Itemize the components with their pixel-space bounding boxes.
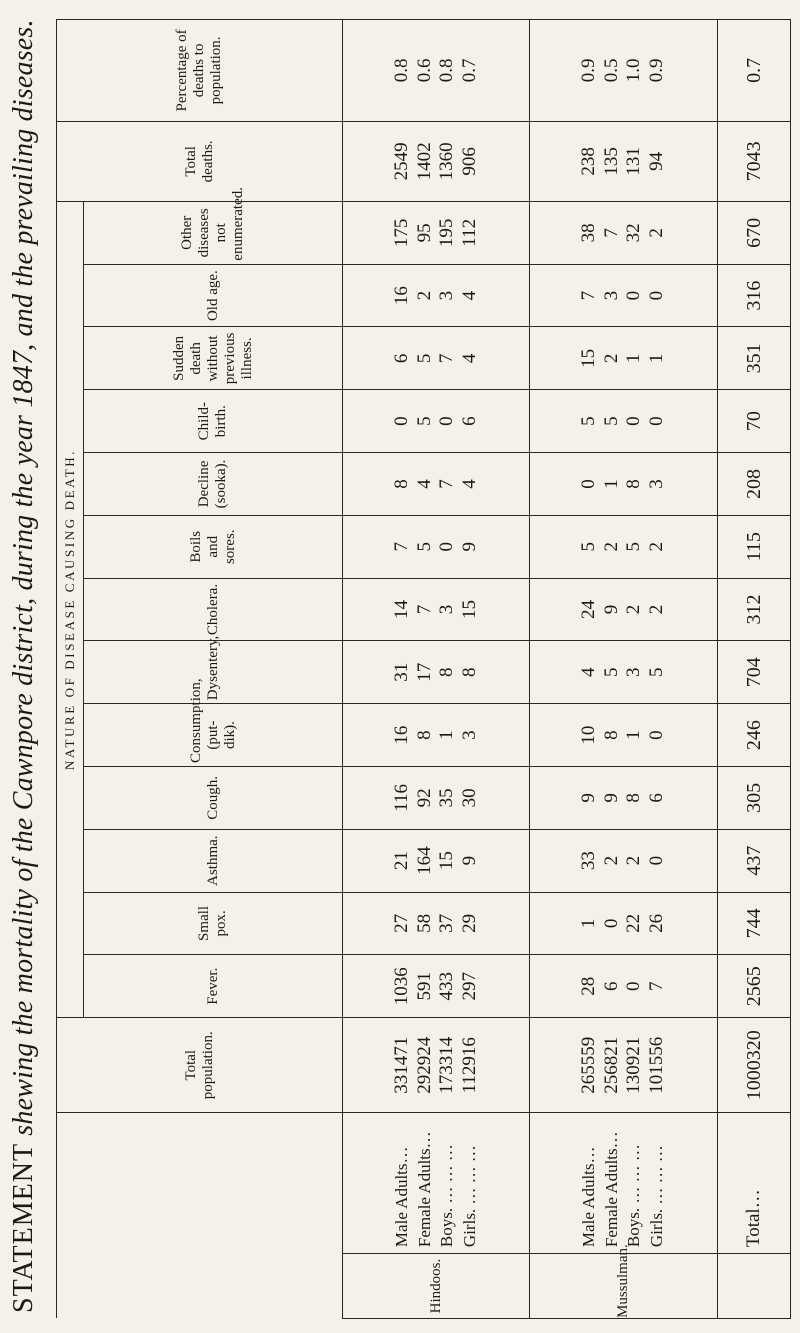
population-cell xyxy=(343,1018,530,1113)
disease-count-cell xyxy=(530,829,717,892)
row-label: Female Adults… xyxy=(601,1131,621,1248)
totals-death-count: 312 xyxy=(742,594,765,625)
death-count: 0 xyxy=(578,479,600,489)
death-count: 3 xyxy=(436,290,458,301)
totals-disease-cell xyxy=(717,390,790,453)
population-value: 101556 xyxy=(645,1036,667,1094)
death-count: 7 xyxy=(436,479,458,489)
disease-count-cell xyxy=(530,453,717,516)
death-count: 9 xyxy=(458,855,480,866)
totals-death-count: 246 xyxy=(742,720,765,751)
death-count: 1 xyxy=(623,730,645,740)
group-label: Mussulman. xyxy=(615,1244,632,1318)
total-deaths-value: 131 xyxy=(623,147,645,176)
totals-label: Total… xyxy=(742,1189,764,1248)
death-count: 9 xyxy=(600,604,622,615)
death-count: 28 xyxy=(578,976,600,996)
death-count: 7 xyxy=(600,228,622,238)
percentage-value: 1.0 xyxy=(623,58,645,83)
death-count: 5 xyxy=(645,667,667,678)
population-value: 265559 xyxy=(578,1036,600,1094)
death-count: 5 xyxy=(578,541,600,552)
death-count: 17 xyxy=(413,662,435,682)
header-cough: Cough. xyxy=(84,766,343,829)
death-count: 4 xyxy=(458,290,480,301)
disease-count-cell xyxy=(343,390,530,453)
row-label: Female Adults… xyxy=(414,1131,434,1248)
total-deaths-value: 2549 xyxy=(391,142,413,181)
population-value: 331471 xyxy=(391,1036,413,1094)
totals-death-count: 437 xyxy=(742,845,765,876)
header-total-population: Total population. xyxy=(57,1018,343,1113)
row-label: Boys. … … … xyxy=(624,1144,644,1248)
disease-count-cell xyxy=(343,766,530,829)
totals-disease-cell xyxy=(717,641,790,704)
death-count: 31 xyxy=(391,662,413,682)
death-count: 7 xyxy=(645,981,667,991)
header-percentage: Percentage of deaths to population. xyxy=(57,20,343,122)
disease-count-cell xyxy=(343,955,530,1018)
totals-death-count: 208 xyxy=(742,468,765,499)
totals-deaths-cell xyxy=(717,121,790,201)
header-other-diseases: Other diseases not enumerated. xyxy=(84,201,343,264)
disease-count-cell xyxy=(343,578,530,641)
totals-death-count: 670 xyxy=(742,217,765,248)
disease-count-cell xyxy=(530,264,717,327)
death-count: 8 xyxy=(436,667,458,678)
death-count: 29 xyxy=(458,913,480,933)
row-labels xyxy=(530,1113,717,1254)
death-count: 15 xyxy=(578,348,600,368)
death-count: 5 xyxy=(413,416,435,426)
header-nature-of-disease: NATURE OF DISEASE CAUSING DEATH. xyxy=(57,201,84,1017)
death-count: 30 xyxy=(458,788,480,808)
death-count: 3 xyxy=(645,479,667,489)
disease-count-cell xyxy=(530,955,717,1018)
totals-percentage-cell xyxy=(717,20,790,122)
percentage-cell xyxy=(343,20,530,122)
totals-death-count: 2565 xyxy=(742,966,765,1007)
total-deaths-cell xyxy=(530,121,717,201)
death-count: 2 xyxy=(600,353,622,364)
death-count: 1 xyxy=(600,479,622,489)
death-count: 5 xyxy=(578,416,600,426)
death-count: 2 xyxy=(600,541,622,552)
death-count: 112 xyxy=(458,218,480,247)
header-cholera: Cholera. xyxy=(84,578,343,641)
death-count: 33 xyxy=(578,851,600,871)
total-deaths-value: 94 xyxy=(645,151,667,171)
death-count: 5 xyxy=(413,541,435,552)
death-count: 95 xyxy=(413,223,435,243)
death-count: 433 xyxy=(436,971,458,1001)
death-count: 14 xyxy=(391,600,413,620)
totals-death-count: 316 xyxy=(742,280,765,311)
death-count: 1036 xyxy=(391,967,413,1006)
death-count: 1 xyxy=(578,918,600,929)
disease-count-cell xyxy=(343,892,530,955)
row-label: Girls. … … … xyxy=(646,1145,666,1248)
totals-disease-cell xyxy=(717,829,790,892)
row-label: Boys. … … … xyxy=(437,1144,457,1248)
header-small-pox: Small pox. xyxy=(84,892,343,955)
death-count: 8 xyxy=(458,667,480,678)
death-count: 7 xyxy=(578,290,600,301)
death-count: 38 xyxy=(578,223,600,243)
disease-count-cell xyxy=(343,264,530,327)
death-count: 0 xyxy=(600,918,622,929)
death-count: 0 xyxy=(623,416,645,426)
death-count: 0 xyxy=(645,855,667,866)
population-cell xyxy=(530,1018,717,1113)
death-count: 4 xyxy=(458,479,480,489)
death-count: 3 xyxy=(458,730,480,740)
header-sudden-death: Sudden death without previous illness. xyxy=(84,327,343,390)
totals-percentage: 0.7 xyxy=(742,57,765,83)
header-dysentery: Dysentery, xyxy=(84,641,343,704)
title-text: shewing the mortality of the Cawnpore district, during the year 1847, and the prevailing diseases. xyxy=(8,19,39,1136)
death-count: 3 xyxy=(623,667,645,678)
death-count: 35 xyxy=(436,788,458,808)
death-count: 10 xyxy=(578,725,600,745)
disease-count-cell xyxy=(343,453,530,516)
population-value: 130921 xyxy=(623,1036,645,1094)
disease-count-cell xyxy=(530,201,717,264)
death-count: 0 xyxy=(436,541,458,552)
totals-population-cell xyxy=(717,1018,790,1113)
death-count: 32 xyxy=(623,223,645,243)
death-count: 0 xyxy=(645,416,667,426)
death-count: 22 xyxy=(623,913,645,933)
death-count: 116 xyxy=(391,783,413,812)
totals-disease-cell xyxy=(717,892,790,955)
death-count: 8 xyxy=(413,730,435,740)
death-count: 2 xyxy=(623,604,645,615)
total-deaths-value: 135 xyxy=(600,147,622,176)
totals-label-cell xyxy=(717,1113,790,1254)
group-name xyxy=(530,1244,717,1319)
total-deaths-cell xyxy=(343,121,530,201)
table-row xyxy=(343,20,530,1319)
death-count: 6 xyxy=(458,416,480,426)
death-count: 37 xyxy=(436,913,458,933)
total-deaths-value: 1402 xyxy=(413,142,435,181)
totals-blank xyxy=(717,1254,790,1319)
totals-disease-cell xyxy=(717,766,790,829)
totals-disease-cell xyxy=(717,515,790,578)
population-value: 112916 xyxy=(458,1037,480,1094)
death-count: 15 xyxy=(458,600,480,620)
death-count: 2 xyxy=(413,290,435,301)
death-count: 1 xyxy=(623,353,645,364)
death-count: 8 xyxy=(623,793,645,803)
death-count: 4 xyxy=(458,353,480,364)
total-deaths-value: 906 xyxy=(458,147,480,176)
totals-total-deaths: 7043 xyxy=(742,141,765,182)
death-count: 6 xyxy=(391,353,413,364)
disease-count-cell xyxy=(530,704,717,767)
death-count: 1 xyxy=(645,353,667,364)
disease-count-cell xyxy=(343,704,530,767)
death-count: 5 xyxy=(623,541,645,552)
death-count: 58 xyxy=(413,913,435,933)
totals-death-count: 351 xyxy=(742,343,765,374)
death-count: 175 xyxy=(391,218,413,248)
totals-disease-cell xyxy=(717,578,790,641)
death-count: 15 xyxy=(436,851,458,871)
death-count: 195 xyxy=(436,218,458,248)
header-total-deaths: Total deaths. xyxy=(57,121,343,201)
death-count: 2 xyxy=(645,541,667,552)
header-child-birth: Child-birth. xyxy=(84,390,343,453)
header-fever: Fever. xyxy=(84,955,343,1018)
totals-population: 1000320 xyxy=(742,1030,765,1101)
death-count: 2 xyxy=(623,855,645,866)
death-count: 16 xyxy=(391,286,413,306)
death-count: 0 xyxy=(645,290,667,301)
death-count: 24 xyxy=(578,600,600,620)
totals-death-count: 744 xyxy=(742,908,765,939)
row-label: Male Adults… xyxy=(579,1146,599,1248)
death-count: 27 xyxy=(391,913,413,933)
statement-title xyxy=(8,13,40,1313)
percentage-cell xyxy=(530,20,717,122)
death-count: 0 xyxy=(391,416,413,426)
death-count: 4 xyxy=(578,667,600,678)
death-count: 2 xyxy=(645,228,667,238)
death-count: 3 xyxy=(600,290,622,301)
mortality-table xyxy=(56,19,791,1319)
totals-death-count: 115 xyxy=(742,532,765,562)
totals-death-count: 704 xyxy=(742,657,765,688)
death-count: 0 xyxy=(623,290,645,301)
table-body xyxy=(343,20,791,1319)
title-prefix: STATEMENT xyxy=(8,1142,39,1313)
totals-death-count: 70 xyxy=(742,411,765,432)
death-count: 7 xyxy=(391,541,413,552)
header-asthma: Asthma. xyxy=(84,829,343,892)
totals-disease-cell xyxy=(717,704,790,767)
death-count: 1 xyxy=(436,730,458,740)
totals-disease-cell xyxy=(717,201,790,264)
header-old-age: Old age. xyxy=(84,264,343,327)
death-count: 3 xyxy=(436,604,458,615)
table-row xyxy=(530,20,717,1319)
totals-row xyxy=(717,20,790,1319)
death-count: 4 xyxy=(413,479,435,489)
totals-disease-cell xyxy=(717,955,790,1018)
header-decline: Decline (sooka). xyxy=(84,453,343,516)
percentage-value: 0.9 xyxy=(578,58,600,83)
death-count: 7 xyxy=(436,353,458,364)
death-count: 26 xyxy=(645,913,667,933)
death-count: 0 xyxy=(645,730,667,740)
percentage-value: 0.8 xyxy=(436,58,458,83)
total-deaths-value: 1360 xyxy=(436,142,458,181)
totals-death-count: 305 xyxy=(742,782,765,813)
row-label: Male Adults… xyxy=(392,1146,412,1248)
death-count: 7 xyxy=(413,604,435,615)
death-count: 2 xyxy=(600,855,622,866)
totals-disease-cell xyxy=(717,264,790,327)
percentage-value: 0.5 xyxy=(600,58,622,83)
disease-count-cell xyxy=(530,766,717,829)
population-value: 292924 xyxy=(413,1036,435,1094)
death-count: 92 xyxy=(413,788,435,808)
disease-count-cell xyxy=(530,515,717,578)
row-label: Girls. … … … xyxy=(459,1145,479,1248)
disease-count-cell xyxy=(343,829,530,892)
population-value: 256821 xyxy=(600,1036,622,1094)
population-value: 173314 xyxy=(436,1036,458,1094)
death-count: 16 xyxy=(391,725,413,745)
disease-count-cell xyxy=(530,641,717,704)
death-count: 5 xyxy=(413,353,435,364)
death-count: 8 xyxy=(600,730,622,740)
disease-count-cell xyxy=(530,892,717,955)
death-count: 164 xyxy=(413,846,435,875)
totals-disease-cell xyxy=(717,327,790,390)
death-count: 297 xyxy=(458,971,480,1001)
death-count: 9 xyxy=(458,541,480,552)
death-count: 5 xyxy=(600,667,622,678)
disease-count-cell xyxy=(530,327,717,390)
totals-disease-cell xyxy=(717,453,790,516)
disease-count-cell xyxy=(530,578,717,641)
disease-count-cell xyxy=(343,515,530,578)
death-count: 0 xyxy=(623,981,645,991)
death-count: 6 xyxy=(645,793,667,803)
death-count: 9 xyxy=(578,793,600,803)
disease-count-cell xyxy=(343,327,530,390)
percentage-value: 0.6 xyxy=(413,58,435,83)
percentage-value: 0.9 xyxy=(645,58,667,83)
group-name xyxy=(343,1254,530,1319)
disease-count-cell xyxy=(343,201,530,264)
header-corner xyxy=(57,1113,343,1319)
death-count: 2 xyxy=(645,604,667,615)
death-count: 21 xyxy=(391,851,413,871)
death-count: 0 xyxy=(436,416,458,426)
header-consumption: Consumption, (put-dik). xyxy=(84,704,343,767)
header-boils-and-sores: Boils and sores. xyxy=(84,515,343,578)
death-count: 591 xyxy=(413,971,435,1001)
death-count: 6 xyxy=(600,981,622,991)
death-count: 9 xyxy=(600,793,622,803)
death-count: 8 xyxy=(623,479,645,489)
disease-count-cell xyxy=(530,390,717,453)
percentage-value: 0.8 xyxy=(391,58,413,83)
total-deaths-value: 238 xyxy=(578,147,600,176)
death-count: 5 xyxy=(600,416,622,426)
group-label: Hindoos. xyxy=(428,1258,445,1314)
row-labels xyxy=(343,1113,530,1254)
disease-count-cell xyxy=(343,641,530,704)
death-count: 8 xyxy=(391,479,413,489)
percentage-value: 0.7 xyxy=(458,58,480,83)
